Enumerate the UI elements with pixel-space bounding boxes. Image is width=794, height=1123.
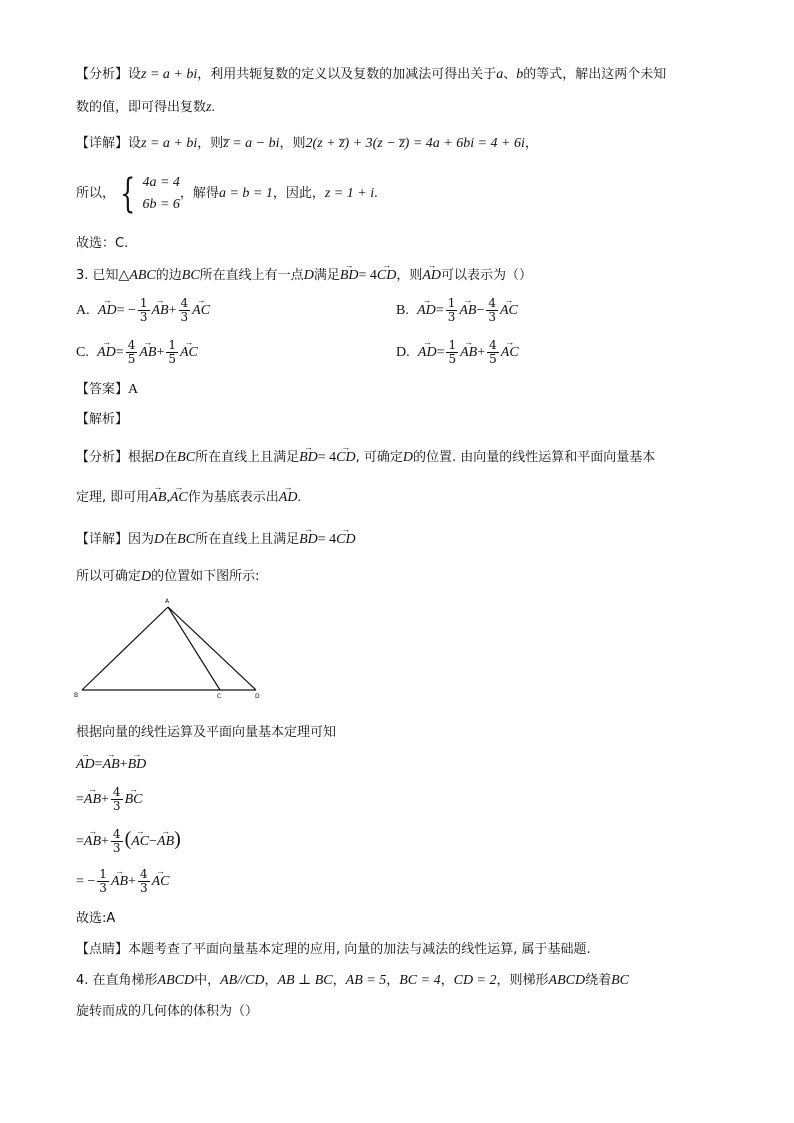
derivation-line1: → AD=→ AB+→ BD (76, 755, 146, 775)
q3-detail-line: 【详解】因为D在BC所在直线上且满足→ BD= 4→ CD (76, 531, 356, 549)
detail-tag: 【详解】 (76, 136, 129, 151)
q3-figure-intro: 所以可确定D的位置如下图所示: (76, 569, 260, 584)
q4-stem-line2: 旋转而成的几何体的体积为（） (76, 1004, 259, 1019)
point-c-label: C (217, 693, 222, 700)
q3-theorem-line: 根据向量的线性运算及平面向量基本定理可知 (76, 725, 337, 740)
point-a-label: A (165, 598, 170, 605)
edge-ab (82, 607, 168, 690)
option-c[interactable]: C. → AD= $\frac{4}{5}$ → AB+ $\frac{1}{5}$ → AC (76, 339, 198, 366)
brace-icon: { (120, 171, 136, 217)
derivation-line3: =→ AB+ $\frac{4}{3}$ (→ AC−→ AB) (76, 828, 181, 855)
q3-answer: 【答案】A (76, 382, 139, 397)
q3-jiexi (76, 411, 128, 429)
option-a[interactable]: A. → AD= − $\frac{1}{3}$ → AB+ $\frac{4}{3}$ → AC (76, 297, 210, 324)
equation-system: { 4a = 4 6b = 6 (120, 171, 180, 217)
dianjing-tag: 【点睛】 (76, 942, 129, 957)
q3-analysis-line1: 【分析】根据D在BC所在直线上且满足→ BD= 4→ CD, 可确定D的位置. 由向量的线性运算和平面向量基本 (76, 449, 655, 467)
math-z-def: z = a + bi (141, 67, 198, 82)
derivation-line4: = − $\frac{1}{3}$ → AB+ $\frac{4}{3}$ → AC (76, 868, 169, 895)
option-d[interactable]: D. → AD= $\frac{1}{5}$ → AB+ $\frac{4}{5}$ → AC (396, 339, 519, 366)
answer-tag: 【答案】 (76, 382, 129, 397)
q2-system-line: 所以， { 4a = 4 6b = 6 ，解得a = b = 1，因此，z = 1 + i. (76, 171, 378, 217)
q3-choose: 故选:A (76, 911, 116, 926)
q3-dianjing: 【点睛】本题考查了平面向量基本定理的应用, 向量的加法与减法的线性运算, 属于基础题. (76, 942, 591, 957)
q4-stem-line1: 4. 在直角梯形ABCD中，AB//CD，AB ⊥ BC，AB = 5，BC = 4，CD = 2，则梯形ABCD绕着BC (76, 973, 629, 988)
triangle-figure (70, 596, 270, 708)
jiexi-tag: 【解析】 (76, 412, 129, 427)
q2-analysis-line2: 数的值，即可得出复数z. (76, 100, 215, 115)
point-b-label: B (74, 692, 79, 699)
q3-stem: 3. 已知△ABC的边BC所在直线上有一点D满足→ BD= 4→ CD，则→ AD可以表示为（） (76, 267, 532, 285)
point-d-label: D (255, 693, 260, 700)
q2-detail-line: 【详解】设z = a + bi，则z̅ = a − bi，则2(z + z̅) + 3(z − z̅) = 4a + 6bi = 4 + 6i， (76, 136, 538, 151)
q2-answer: 故选：C. (76, 236, 129, 251)
q3-analysis-line2: 定理, 即可用→ AB,→ AC作为基底表示出→ AD. (76, 489, 301, 507)
analysis-tag: 【分析】 (76, 67, 129, 82)
q2-analysis-line1: 【分析】设z = a + bi，利用共轭复数的定义以及复数的加减法可得出关于a、b的等式，解出这两个未知 (76, 67, 667, 82)
derivation-line2: =→ AB+ $\frac{4}{3}$ → BC (76, 786, 142, 813)
option-b[interactable]: B. → AD= $\frac{1}{3}$ → AB− $\frac{4}{3}$ → AC (396, 297, 518, 324)
